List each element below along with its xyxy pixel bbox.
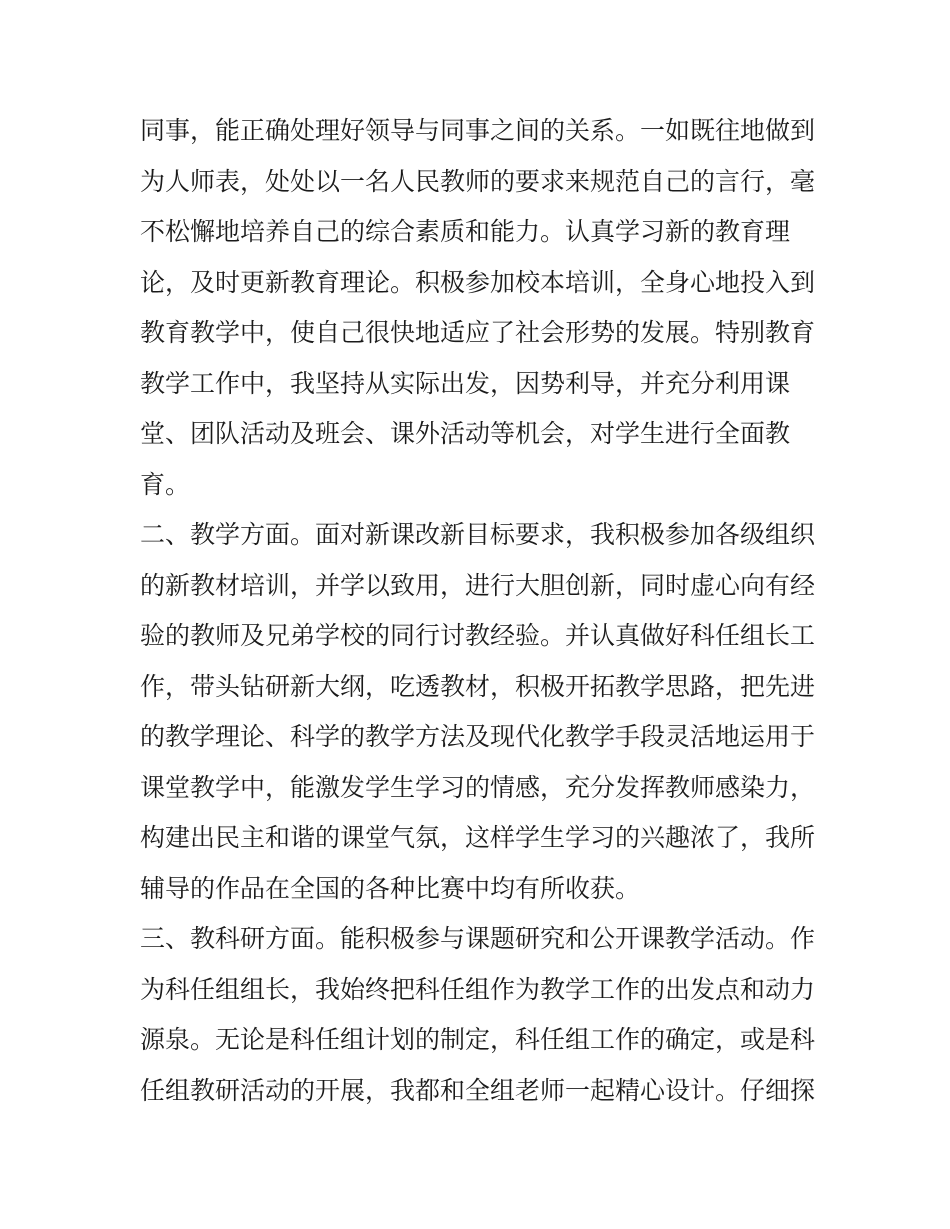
text-line: 论，及时更新教育理论。积极参加校本培训，全身心地投入到 <box>140 267 816 297</box>
text-line: 二、教学方面。面对新课改新目标要求，我积极参加各级组织 <box>140 520 816 549</box>
text-line: 作，带头钻研新大纲，吃透教材，积极开拓教学思路，把先进 <box>140 671 816 701</box>
document-body <box>140 106 820 1116</box>
text-line: 堂、团队活动及班会、课外活动等机会，对学生进行全面教 <box>140 419 791 448</box>
text-line: 验的教师及兄弟学校的同行讨教经验。并认真做好科任组长工 <box>140 621 816 650</box>
text-line: 的新教材培训，并学以致用，进行大胆创新，同时虚心向有经 <box>140 570 816 600</box>
text-line: 为科任组组长，我始终把科任组作为教学工作的出发点和动力 <box>140 974 816 1004</box>
text-line: 教学工作中，我坚持从实际出发，因势利导，并充分利用课 <box>140 368 791 398</box>
text-line: 育。 <box>140 469 191 499</box>
text-line: 同事，能正确处理好领导与同事之间的关系。一如既往地做到 <box>140 116 816 145</box>
text-line: 为人师表，处处以一名人民教师的要求来规范自己的言行，毫 <box>140 166 816 196</box>
text-line: 三、教科研方面。能积极参与课题研究和公开课教学活动。作 <box>140 924 816 953</box>
text-line: 构建出民主和谐的课堂气氛，这样学生学习的兴趣浓了，我所 <box>140 823 816 852</box>
text-line: 教育教学中，使自己很快地适应了社会形势的发展。特别教育 <box>140 318 816 347</box>
text-line: 辅导的作品在全国的各种比赛中均有所收获。 <box>140 873 641 903</box>
text-line: 不松懈地培养自己的综合素质和能力。认真学习新的教育理 <box>140 217 791 246</box>
text-line: 源泉。无论是科任组计划的制定，科任组工作的确定，或是科 <box>140 1025 816 1054</box>
text-line: 的教学理论、科学的教学方法及现代化教学手段灵活地运用于 <box>140 722 816 751</box>
text-line: 课堂教学中，能激发学生学习的情感，充分发挥教师感染力， <box>140 772 816 802</box>
text-line: 任组教研活动的开展，我都和全组老师一起精心设计。仔细探 <box>140 1075 816 1105</box>
